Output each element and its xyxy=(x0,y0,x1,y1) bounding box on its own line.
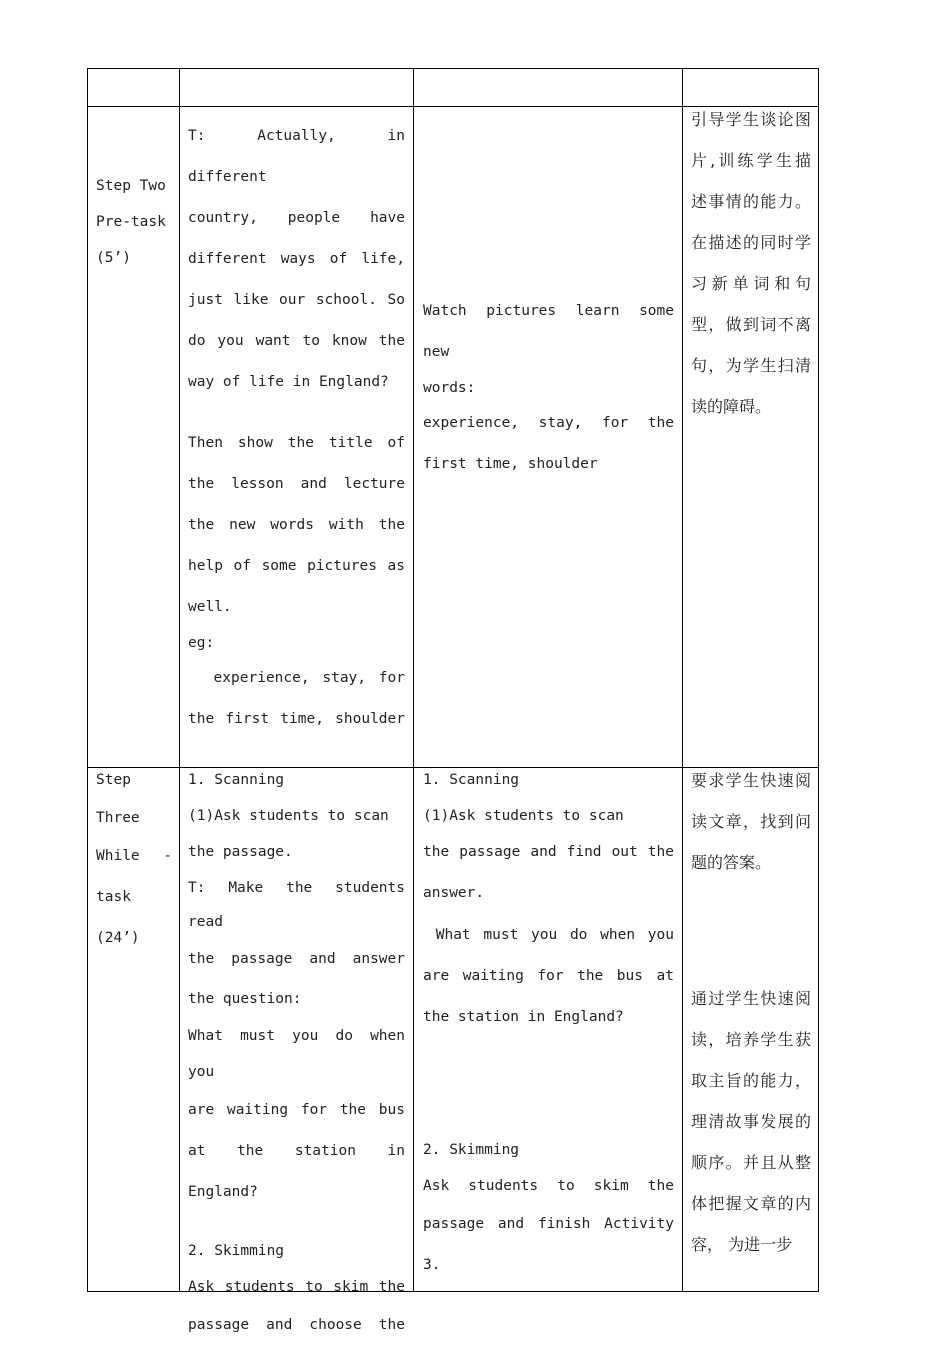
spacer xyxy=(188,403,405,423)
text-line: answer. xyxy=(423,885,485,901)
text-line: What must you do when you xyxy=(188,1028,405,1080)
col-divider-3 xyxy=(682,68,683,1292)
text-line: 通过学生快速阅 xyxy=(691,989,811,1008)
text-line: Ask students to skim the xyxy=(188,1279,405,1295)
text-line: passage and finish Activity xyxy=(423,1216,674,1232)
text-line: the station in England? xyxy=(423,1009,624,1025)
text-line: the passage and answer xyxy=(188,951,405,967)
text-line: (1)Ask students to scan xyxy=(188,808,389,824)
step-two-purpose xyxy=(691,99,811,427)
text-line: different ways of life, xyxy=(188,251,405,267)
text-line: passage and choose the xyxy=(188,1317,405,1333)
spacer xyxy=(188,1213,405,1233)
text-line: Watch pictures learn some new xyxy=(423,303,674,360)
text-line: (1)Ask students to scan xyxy=(423,808,624,824)
step-three-student-activity xyxy=(423,761,674,1286)
step-two-student-activity xyxy=(423,291,674,485)
text-line: country, people have xyxy=(188,210,405,226)
text-line: are waiting for the bus at xyxy=(423,968,674,984)
text-line: the passage and find out the xyxy=(423,844,674,860)
text-line: the passage. xyxy=(188,844,293,860)
text-line: 要求学生快速阅 xyxy=(691,771,811,790)
text-line: 取主旨的能力， xyxy=(691,1071,811,1090)
text-line: first time, shoulder xyxy=(423,456,598,472)
text-line: well. xyxy=(188,599,232,615)
col-divider-2 xyxy=(413,68,414,1292)
text-line: words: xyxy=(423,380,476,396)
table-border-right xyxy=(818,68,819,1292)
step-two-teacher-activity xyxy=(188,116,405,740)
text-line: 片,训练学生描 xyxy=(691,151,811,170)
text-line: eg: xyxy=(188,635,215,651)
table-border-top xyxy=(87,68,819,69)
text-line: 2. Skimming xyxy=(423,1142,520,1158)
text-line: 述事情的能力。 xyxy=(691,192,811,211)
text-line: just like our school. So xyxy=(188,292,405,308)
text-line: 题的答案。 xyxy=(691,853,772,872)
text-line: Ask students to skim the xyxy=(423,1178,674,1194)
step-text: (24’) xyxy=(96,930,140,946)
text-line: 顺序。并且从整 xyxy=(691,1153,811,1172)
text-line: 读，培养学生获 xyxy=(691,1030,811,1049)
spacer xyxy=(423,1038,674,1132)
step-text: Step xyxy=(96,772,131,788)
text-line: T: Make the students read xyxy=(188,880,405,930)
text-line: 习新单词和句 xyxy=(691,274,811,293)
text-line: 理清故事发展的 xyxy=(691,1112,811,1131)
text-line: Then show the title of xyxy=(188,435,405,451)
text-line: 体把握文章的内 xyxy=(691,1194,811,1213)
text-line: the first time, shoulder xyxy=(188,711,405,727)
text-line: do you want to know the xyxy=(188,333,405,349)
text-line: the question: xyxy=(188,991,302,1007)
text-line: 1. Scanning xyxy=(188,772,285,788)
step-text: (5’) xyxy=(96,250,131,266)
text-line: 在描述的同时学 xyxy=(691,233,811,252)
step-three-purpose-scan xyxy=(691,761,811,883)
text-line: 句，为学生扫清 xyxy=(691,356,811,375)
step-three-cell xyxy=(96,761,172,957)
text-line: experience, stay, for the xyxy=(423,415,674,431)
table-border-left xyxy=(87,68,88,1292)
step-text: Step Two xyxy=(96,178,166,194)
text-line: help of some pictures as xyxy=(188,558,405,574)
text-line: 容， 为进一步 xyxy=(691,1235,793,1254)
step-text: task xyxy=(96,889,131,905)
step-three-purpose-skim xyxy=(691,978,811,1265)
col-divider-1 xyxy=(179,68,180,1292)
step-text: Three xyxy=(96,810,140,826)
text-line: the new words with the xyxy=(188,517,405,533)
text-line: 2. Skimming xyxy=(188,1243,285,1259)
text-line: the lesson and lecture xyxy=(188,476,405,492)
text-line: are waiting for the bus xyxy=(188,1102,405,1118)
text-line: 3. xyxy=(423,1257,441,1273)
text-line: at the station in xyxy=(188,1143,405,1159)
text-line: way of life in England? xyxy=(188,374,389,390)
text-line: What must you do when you xyxy=(423,927,674,943)
text-line: experience, stay, for xyxy=(188,670,405,686)
text-line: England? xyxy=(188,1184,258,1200)
text-line: T: Actually, in different xyxy=(188,128,405,185)
step-text: Pre-task xyxy=(96,214,166,230)
text-line: 型，做到词不离 xyxy=(691,315,811,334)
text-line: 读的障碍。 xyxy=(691,397,772,416)
step-three-teacher-activity xyxy=(188,761,405,1346)
step-two-cell xyxy=(96,168,172,276)
text-line: 1. Scanning xyxy=(423,772,520,788)
text-line: 引导学生谈论图 xyxy=(691,110,811,129)
text-line: 读文章，找到问 xyxy=(691,812,811,831)
step-text: While - xyxy=(96,848,172,864)
